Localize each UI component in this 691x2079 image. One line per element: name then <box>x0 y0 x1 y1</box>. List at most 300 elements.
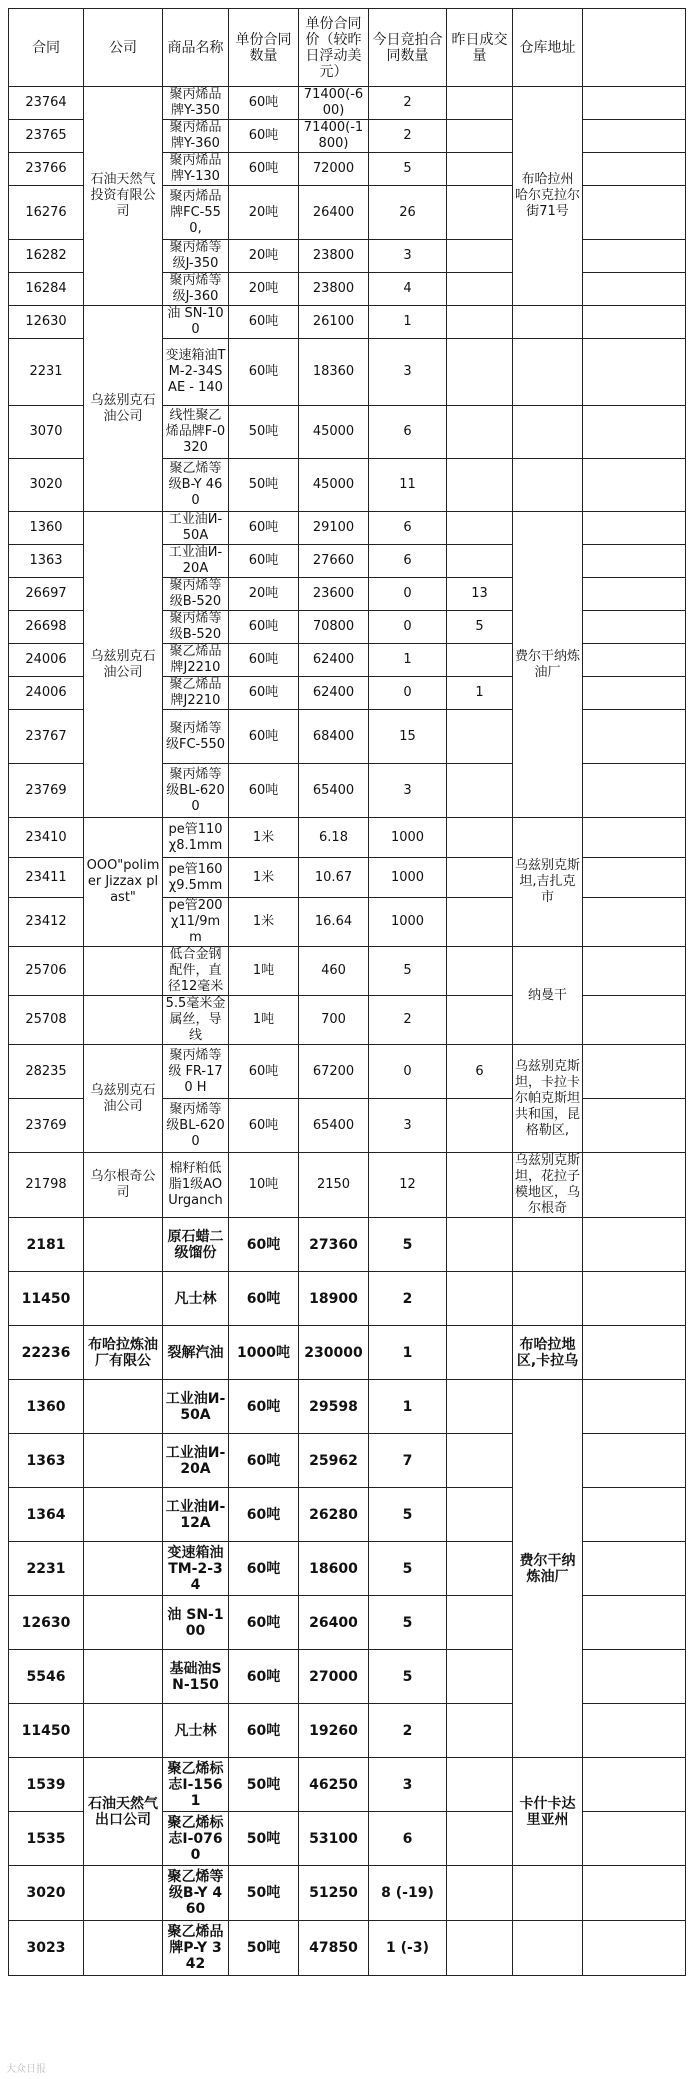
price-cell: 65400 <box>299 1099 369 1153</box>
contract-cell: 11450 <box>9 1704 84 1758</box>
price-cell: 27000 <box>299 1650 369 1704</box>
price-cell: 18600 <box>299 1542 369 1596</box>
today-volume-cell: 6 <box>369 512 447 545</box>
yesterday-volume-cell <box>447 858 513 898</box>
quantity-cell: 60吨 <box>229 306 299 339</box>
contract-cell: 11450 <box>9 1272 84 1326</box>
header-company: 公司 <box>84 9 163 87</box>
product-cell: 工业油И-50А <box>163 1380 229 1434</box>
contract-cell: 1363 <box>9 545 84 578</box>
company-cell: 乌尔根奇公司 <box>84 1153 163 1218</box>
yesterday-volume-cell <box>447 1758 513 1812</box>
blank-cell <box>583 1153 686 1218</box>
company-cell-empty <box>84 1866 163 1921</box>
contract-cell: 16276 <box>9 186 84 240</box>
today-volume-cell: 5 <box>369 1218 447 1272</box>
product-cell: pe管110χ8.1mm <box>163 818 229 858</box>
yesterday-volume-cell <box>447 1812 513 1866</box>
quantity-cell: 50吨 <box>229 1866 299 1921</box>
blank-cell <box>583 406 686 459</box>
blank-cell <box>583 306 686 339</box>
yesterday-volume-cell <box>447 1153 513 1218</box>
product-cell: 线性聚乙烯品牌F-0320 <box>163 406 229 459</box>
quantity-cell: 60吨 <box>229 1272 299 1326</box>
yesterday-volume-cell <box>447 1218 513 1272</box>
today-volume-cell: 3 <box>369 1099 447 1153</box>
blank-cell <box>583 545 686 578</box>
blank-cell <box>583 1434 686 1488</box>
warehouse-cell: 布哈拉州 哈尔克拉尔街71号 <box>513 87 583 306</box>
today-volume-cell: 1000 <box>369 898 447 947</box>
product-cell: 变速箱油TM-2-34SAE - 140 <box>163 339 229 406</box>
price-cell: 65400 <box>299 764 369 818</box>
product-cell: 油 SN-100 <box>163 1596 229 1650</box>
quantity-cell: 50吨 <box>229 1758 299 1812</box>
warehouse-cell: 费尔干纳炼油厂 <box>513 512 583 818</box>
contract-cell: 24006 <box>9 677 84 710</box>
company-cell: OOO"polimer Jizzax plast" <box>84 818 163 947</box>
yesterday-volume-cell: 6 <box>447 1045 513 1099</box>
product-cell: 聚丙烯等级BL-6200 <box>163 1099 229 1153</box>
yesterday-volume-cell <box>447 87 513 120</box>
yesterday-volume-cell <box>447 406 513 459</box>
contract-cell: 23412 <box>9 898 84 947</box>
price-cell: 45000 <box>299 406 369 459</box>
quantity-cell: 60吨 <box>229 1045 299 1099</box>
table-row <box>9 947 686 996</box>
today-volume-cell: 8 (-19) <box>369 1866 447 1921</box>
table-row <box>9 1045 686 1099</box>
yesterday-volume-cell <box>447 1596 513 1650</box>
price-cell: 16.64 <box>299 898 369 947</box>
yesterday-volume-cell <box>447 512 513 545</box>
price-cell: 26400 <box>299 1596 369 1650</box>
quantity-cell: 60吨 <box>229 1650 299 1704</box>
blank-cell <box>583 459 686 512</box>
warehouse-cell-empty <box>513 459 583 512</box>
product-cell: 聚丙烯等级BL-6200 <box>163 764 229 818</box>
contract-cell: 23769 <box>9 764 84 818</box>
today-volume-cell: 0 <box>369 1045 447 1099</box>
quantity-cell: 60吨 <box>229 611 299 644</box>
contract-cell: 23767 <box>9 710 84 764</box>
company-cell-empty <box>84 1596 163 1650</box>
today-volume-cell: 1 (-3) <box>369 1921 447 1976</box>
yesterday-volume-cell <box>447 764 513 818</box>
price-cell: 72000 <box>299 153 369 186</box>
contract-cell: 26697 <box>9 578 84 611</box>
blank-cell <box>583 1866 686 1921</box>
yesterday-volume-cell <box>447 545 513 578</box>
price-cell: 18360 <box>299 339 369 406</box>
contract-cell: 3020 <box>9 1866 84 1921</box>
price-cell: 2150 <box>299 1153 369 1218</box>
today-volume-cell: 2 <box>369 996 447 1045</box>
company-cell-empty <box>84 1921 163 1976</box>
blank-cell <box>583 947 686 996</box>
price-cell: 67200 <box>299 1045 369 1099</box>
today-volume-cell: 5 <box>369 1488 447 1542</box>
company-cell: 乌兹别克石油公司 <box>84 1045 163 1153</box>
blank-cell <box>583 996 686 1045</box>
blank-cell <box>583 1596 686 1650</box>
product-cell: 5.5毫米金属丝，导线 <box>163 996 229 1045</box>
quantity-cell: 60吨 <box>229 87 299 120</box>
quantity-cell: 60吨 <box>229 710 299 764</box>
header-warehouse: 仓库地址 <box>513 9 583 87</box>
today-volume-cell: 2 <box>369 1704 447 1758</box>
warehouse-cell-empty <box>513 1921 583 1976</box>
contract-cell: 1360 <box>9 512 84 545</box>
quantity-cell: 60吨 <box>229 1542 299 1596</box>
today-volume-cell: 1 <box>369 1380 447 1434</box>
quantity-cell: 20吨 <box>229 578 299 611</box>
product-cell: 油 SN-100 <box>163 306 229 339</box>
company-cell: 布哈拉炼油厂有限公 <box>84 1326 163 1380</box>
table-row <box>9 1758 686 1812</box>
blank-cell <box>583 1542 686 1596</box>
today-volume-cell: 5 <box>369 153 447 186</box>
price-cell: 23600 <box>299 578 369 611</box>
today-volume-cell: 2 <box>369 120 447 153</box>
yesterday-volume-cell <box>447 996 513 1045</box>
price-cell: 23800 <box>299 273 369 306</box>
product-cell: 聚丙烯品牌FC-550, <box>163 186 229 240</box>
contract-cell: 5546 <box>9 1650 84 1704</box>
company-cell-empty <box>84 1380 163 1434</box>
product-cell: 聚乙烯品牌P-Y 342 <box>163 1921 229 1976</box>
price-cell: 26100 <box>299 306 369 339</box>
yesterday-volume-cell <box>447 1704 513 1758</box>
yesterday-volume-cell: 13 <box>447 578 513 611</box>
contract-cell: 16282 <box>9 240 84 273</box>
table-row <box>9 1218 686 1272</box>
today-volume-cell: 5 <box>369 1542 447 1596</box>
quantity-cell: 60吨 <box>229 545 299 578</box>
today-volume-cell: 5 <box>369 947 447 996</box>
price-cell: 71400(-1800) <box>299 120 369 153</box>
table-row <box>9 1542 686 1596</box>
contract-cell: 23769 <box>9 1099 84 1153</box>
quantity-cell: 60吨 <box>229 1704 299 1758</box>
today-volume-cell: 15 <box>369 710 447 764</box>
company-cell-empty <box>84 1650 163 1704</box>
yesterday-volume-cell <box>447 710 513 764</box>
header-contract: 合同 <box>9 9 84 87</box>
product-cell: 凡士林 <box>163 1272 229 1326</box>
table-row <box>9 1921 686 1976</box>
yesterday-volume-cell <box>447 1488 513 1542</box>
product-cell: 工业油И-12А <box>163 1488 229 1542</box>
quantity-cell: 60吨 <box>229 153 299 186</box>
yesterday-volume-cell <box>447 153 513 186</box>
quantity-cell: 60吨 <box>229 1596 299 1650</box>
blank-cell <box>583 677 686 710</box>
warehouse-cell: 乌兹别克斯坦,吉扎克市 <box>513 818 583 947</box>
product-cell: 聚丙烯等级J-350 <box>163 240 229 273</box>
today-volume-cell: 2 <box>369 87 447 120</box>
contract-cell: 2181 <box>9 1218 84 1272</box>
today-volume-cell: 3 <box>369 339 447 406</box>
contract-cell: 3023 <box>9 1921 84 1976</box>
header-quantity: 单份合同数量 <box>229 9 299 87</box>
price-cell: 10.67 <box>299 858 369 898</box>
blank-cell <box>583 1758 686 1812</box>
product-cell: 聚乙烯等级B-Y 460 <box>163 1866 229 1921</box>
blank-cell <box>583 339 686 406</box>
blank-cell <box>583 1326 686 1380</box>
contract-cell: 23765 <box>9 120 84 153</box>
yesterday-volume-cell <box>447 273 513 306</box>
product-cell: pe管200χ11/9mm <box>163 898 229 947</box>
header-yesterday-volume: 昨日成交量 <box>447 9 513 87</box>
quantity-cell: 50吨 <box>229 459 299 512</box>
blank-cell <box>583 578 686 611</box>
table-row <box>9 1380 686 1434</box>
quantity-cell: 1吨 <box>229 947 299 996</box>
contract-cell: 1363 <box>9 1434 84 1488</box>
blank-cell <box>583 1812 686 1866</box>
yesterday-volume-cell <box>447 240 513 273</box>
blank-cell <box>583 818 686 858</box>
blank-cell <box>583 273 686 306</box>
today-volume-cell: 7 <box>369 1434 447 1488</box>
price-cell: 26280 <box>299 1488 369 1542</box>
header-product: 商品名称 <box>163 9 229 87</box>
blank-cell <box>583 512 686 545</box>
warehouse-cell-empty <box>513 406 583 459</box>
quantity-cell: 20吨 <box>229 273 299 306</box>
quantity-cell: 50吨 <box>229 1921 299 1976</box>
product-cell: 聚丙烯等级B-520 <box>163 611 229 644</box>
yesterday-volume-cell <box>447 1650 513 1704</box>
price-cell: 62400 <box>299 644 369 677</box>
blank-cell <box>583 764 686 818</box>
quantity-cell: 60吨 <box>229 1380 299 1434</box>
blank-cell <box>583 1272 686 1326</box>
product-cell: 棉籽粕低脂1级AO Urganch <box>163 1153 229 1218</box>
contract-cell: 12630 <box>9 1596 84 1650</box>
today-volume-cell: 1000 <box>369 858 447 898</box>
price-cell: 460 <box>299 947 369 996</box>
quantity-cell: 60吨 <box>229 644 299 677</box>
yesterday-volume-cell <box>447 186 513 240</box>
yesterday-volume-cell: 1 <box>447 677 513 710</box>
blank-cell <box>583 120 686 153</box>
today-volume-cell: 5 <box>369 1650 447 1704</box>
today-volume-cell: 6 <box>369 1812 447 1866</box>
today-volume-cell: 0 <box>369 677 447 710</box>
quantity-cell: 60吨 <box>229 1099 299 1153</box>
product-cell: 聚乙烯标志I-1561 <box>163 1758 229 1812</box>
company-cell-empty <box>84 1434 163 1488</box>
table-row <box>9 512 686 545</box>
yesterday-volume-cell <box>447 818 513 858</box>
warehouse-cell: 乌兹别克斯坦，卡拉卡尔帕克斯坦共和国，昆格勒区, <box>513 1045 583 1153</box>
yesterday-volume-cell <box>447 339 513 406</box>
table-row <box>9 1704 686 1758</box>
quantity-cell: 1米 <box>229 898 299 947</box>
yesterday-volume-cell <box>447 947 513 996</box>
product-cell: 裂解汽油 <box>163 1326 229 1380</box>
contract-cell: 24006 <box>9 644 84 677</box>
price-cell: 71400(-600) <box>299 87 369 120</box>
price-cell: 23800 <box>299 240 369 273</box>
contract-cell: 1360 <box>9 1380 84 1434</box>
today-volume-cell: 0 <box>369 611 447 644</box>
yesterday-volume-cell <box>447 644 513 677</box>
company-cell: 乌兹别克石油公司 <box>84 306 163 512</box>
blank-cell <box>583 87 686 120</box>
product-cell: 聚丙烯等级B-520 <box>163 578 229 611</box>
today-volume-cell: 6 <box>369 545 447 578</box>
warehouse-cell-empty <box>513 1218 583 1272</box>
company-cell-empty <box>84 1704 163 1758</box>
contract-cell: 16284 <box>9 273 84 306</box>
today-volume-cell: 3 <box>369 240 447 273</box>
blank-cell <box>583 898 686 947</box>
product-cell: 工业油И-20А <box>163 1434 229 1488</box>
price-cell: 18900 <box>299 1272 369 1326</box>
table-row <box>9 1866 686 1921</box>
price-cell: 6.18 <box>299 818 369 858</box>
header-price: 单份合同价（较昨日浮动美元） <box>299 9 369 87</box>
blank-cell <box>583 1380 686 1434</box>
yesterday-volume-cell <box>447 1326 513 1380</box>
table-row <box>9 1153 686 1218</box>
contract-cell: 1539 <box>9 1758 84 1812</box>
contract-cell: 23766 <box>9 153 84 186</box>
contract-cell: 23764 <box>9 87 84 120</box>
today-volume-cell: 5 <box>369 1596 447 1650</box>
table-row <box>9 1650 686 1704</box>
contract-cell: 23411 <box>9 858 84 898</box>
product-cell: 聚丙烯品牌Y-350 <box>163 87 229 120</box>
price-cell: 47850 <box>299 1921 369 1976</box>
product-cell: 低合金钢配件，直径12毫米 <box>163 947 229 996</box>
today-volume-cell: 6 <box>369 406 447 459</box>
today-volume-cell: 0 <box>369 578 447 611</box>
price-cell: 46250 <box>299 1758 369 1812</box>
product-cell: 聚丙烯品牌Y-360 <box>163 120 229 153</box>
quantity-cell: 60吨 <box>229 512 299 545</box>
warehouse-cell-empty <box>513 1866 583 1921</box>
blank-cell <box>583 186 686 240</box>
quantity-cell: 50吨 <box>229 1812 299 1866</box>
today-volume-cell: 2 <box>369 1272 447 1326</box>
table-row <box>9 1326 686 1380</box>
contract-cell: 25706 <box>9 947 84 996</box>
company-cell: 石油天然气出口公司 <box>84 1758 163 1866</box>
quantity-cell: 60吨 <box>229 120 299 153</box>
blank-cell <box>583 611 686 644</box>
quantity-cell: 20吨 <box>229 240 299 273</box>
quantity-cell: 1吨 <box>229 996 299 1045</box>
yesterday-volume-cell <box>447 1380 513 1434</box>
contract-cell: 1364 <box>9 1488 84 1542</box>
quantity-cell: 50吨 <box>229 406 299 459</box>
warehouse-cell-empty <box>513 1272 583 1326</box>
table-row <box>9 1272 686 1326</box>
header-row <box>9 9 686 87</box>
company-cell: 石油天然气投资有限公司 <box>84 87 163 306</box>
yesterday-volume-cell <box>447 120 513 153</box>
product-cell: 聚乙烯标志I-0760 <box>163 1812 229 1866</box>
contract-cell: 22236 <box>9 1326 84 1380</box>
price-cell: 26400 <box>299 186 369 240</box>
product-cell: 聚丙烯品牌Y-130 <box>163 153 229 186</box>
price-cell: 45000 <box>299 459 369 512</box>
header-blank <box>583 9 686 87</box>
contract-cell: 3020 <box>9 459 84 512</box>
contract-cell: 12630 <box>9 306 84 339</box>
price-cell: 19260 <box>299 1704 369 1758</box>
price-cell: 27360 <box>299 1218 369 1272</box>
price-cell: 53100 <box>299 1812 369 1866</box>
today-volume-cell: 1 <box>369 306 447 339</box>
contract-cell: 3070 <box>9 406 84 459</box>
company-cell-empty <box>84 1218 163 1272</box>
price-cell: 700 <box>299 996 369 1045</box>
quantity-cell: 1米 <box>229 858 299 898</box>
today-volume-cell: 3 <box>369 1758 447 1812</box>
today-volume-cell: 1000 <box>369 818 447 858</box>
blank-cell <box>583 1704 686 1758</box>
quantity-cell: 20吨 <box>229 186 299 240</box>
warehouse-cell: 卡什卡达里亚州 <box>513 1758 583 1866</box>
blank-cell <box>583 1218 686 1272</box>
contract-table <box>8 8 686 1976</box>
product-cell: 聚丙烯等级FC-550 <box>163 710 229 764</box>
product-cell: 凡士林 <box>163 1704 229 1758</box>
company-cell-empty <box>84 996 163 1045</box>
yesterday-volume-cell <box>447 1921 513 1976</box>
today-volume-cell: 3 <box>369 764 447 818</box>
company-cell: 乌兹别克石油公司 <box>84 512 163 818</box>
product-cell: 变速箱油 TM-2-34 <box>163 1542 229 1596</box>
contract-cell: 23410 <box>9 818 84 858</box>
quantity-cell: 60吨 <box>229 1488 299 1542</box>
price-cell: 27660 <box>299 545 369 578</box>
yesterday-volume-cell <box>447 1866 513 1921</box>
warehouse-cell: 纳曼干 <box>513 947 583 1045</box>
company-cell-empty <box>84 1488 163 1542</box>
company-cell-empty <box>84 947 163 996</box>
product-cell: 聚丙烯等级J-360 <box>163 273 229 306</box>
yesterday-volume-cell <box>447 306 513 339</box>
table-row <box>9 818 686 858</box>
blank-cell <box>583 1488 686 1542</box>
table-row <box>9 1488 686 1542</box>
table-row <box>9 996 686 1045</box>
yesterday-volume-cell <box>447 1542 513 1596</box>
blank-cell <box>583 153 686 186</box>
quantity-cell: 10吨 <box>229 1153 299 1218</box>
today-volume-cell: 1 <box>369 1326 447 1380</box>
today-volume-cell: 12 <box>369 1153 447 1218</box>
blank-cell <box>583 240 686 273</box>
yesterday-volume-cell: 5 <box>447 611 513 644</box>
header-today-volume: 今日竞拍合同数量 <box>369 9 447 87</box>
price-cell: 25962 <box>299 1434 369 1488</box>
quantity-cell: 1000吨 <box>229 1326 299 1380</box>
quantity-cell: 60吨 <box>229 339 299 406</box>
blank-cell <box>583 710 686 764</box>
warehouse-cell: 费尔干纳炼油厂 <box>513 1380 583 1758</box>
product-cell: 聚丙烯等级 FR-170 H <box>163 1045 229 1099</box>
price-cell: 70800 <box>299 611 369 644</box>
price-cell: 29100 <box>299 512 369 545</box>
